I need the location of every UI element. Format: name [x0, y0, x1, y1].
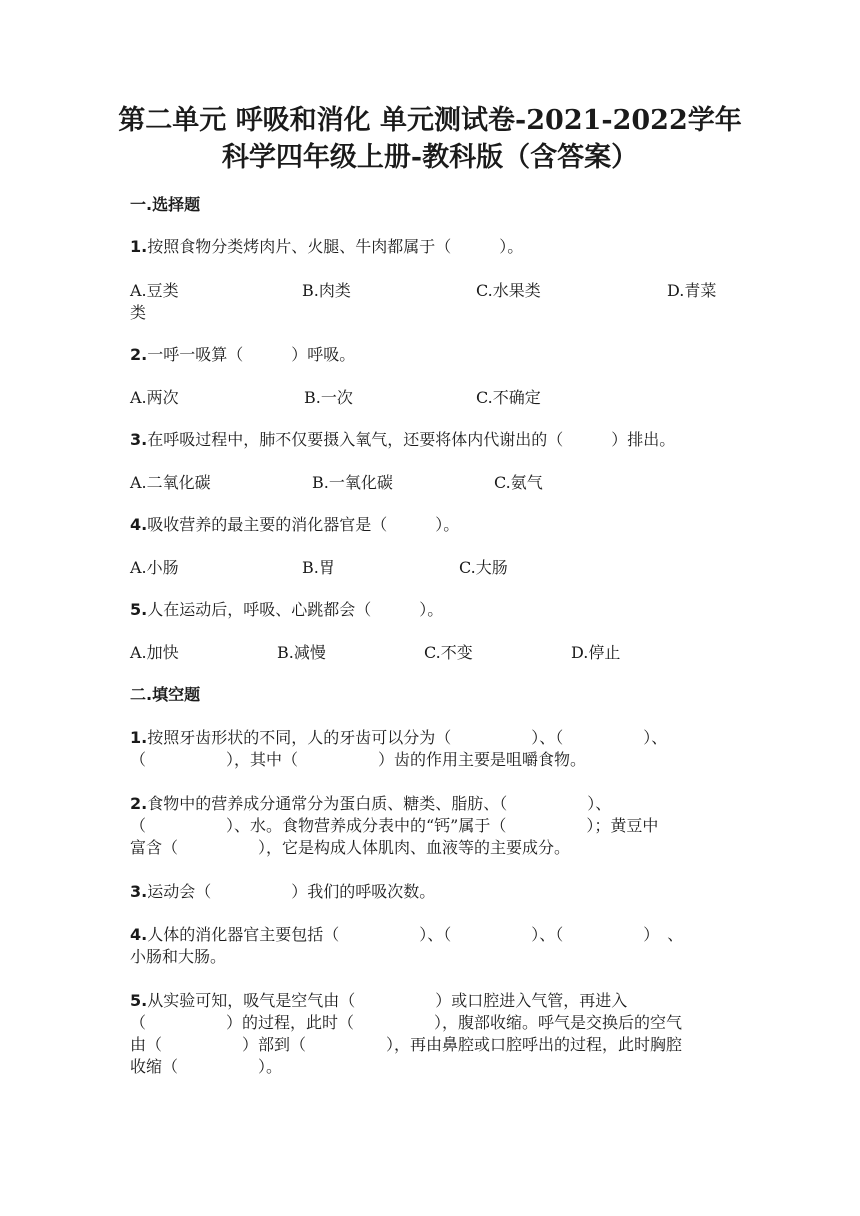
choice-question-1	[130, 236, 730, 258]
section-heading-fill: 二.填空题	[130, 685, 201, 704]
question-line: 按照牙齿形状的不同，人的牙齿可以分为（ ）、（ ）、	[147, 728, 668, 747]
option-a: A.豆类	[130, 281, 179, 300]
question-number: 3.	[130, 882, 148, 901]
fill-question-4	[130, 924, 683, 946]
option-a: A.两次	[130, 388, 179, 407]
question-number: 1.	[130, 728, 148, 747]
question-line: 富含（ ），它是构成人体肌肉、血液等的主要成分。	[130, 838, 571, 857]
question-line: 小肠和大肠。	[130, 947, 227, 966]
option-c: C.不确定	[476, 388, 541, 407]
question-text: 人在运动后，呼吸、心跳都会（ ）。	[147, 600, 444, 619]
choice-question-5	[130, 599, 730, 621]
question-number: 2.	[130, 794, 148, 813]
page-title-line1: 第二单元 呼吸和消化 单元测试卷-2021-2022学年	[118, 105, 742, 136]
question-number: 4.	[130, 925, 148, 944]
option-c: C.不变	[424, 643, 473, 662]
question-number: 4.	[130, 515, 148, 534]
option-b: B.肉类	[302, 281, 351, 300]
question-line: （ ）的过程，此时（ ），腹部收缩。呼气是交换后的空气	[130, 1013, 683, 1032]
choice-question-4	[130, 514, 730, 536]
question-line: 人体的消化器官主要包括（ ）、（ ）、（ ） 、	[147, 925, 684, 944]
option-d-wrap: 类	[130, 303, 147, 322]
option-b: B.一氧化碳	[312, 473, 393, 492]
choice-question-2	[130, 344, 730, 366]
question-line: 从实验可知，吸气是空气由（ ）或口腔进入气管，再进入	[147, 991, 628, 1010]
fill-question-2	[130, 793, 611, 815]
question-line: 由（ ）部到（ ），再由鼻腔或口腔呼出的过程，此时胸腔	[130, 1035, 683, 1054]
section-heading-choice: 一.选择题	[130, 195, 201, 214]
fill-question-5	[130, 990, 627, 1012]
fill-question-1	[130, 727, 667, 749]
page-title-line2: 科学四年级上册-教科版（含答案）	[221, 142, 639, 173]
option-a: A.小肠	[130, 558, 179, 577]
question-line: （ ），其中（ ）齿的作用主要是咀嚼食物。	[130, 750, 587, 769]
option-c: C.水果类	[476, 281, 541, 300]
question-number: 3.	[130, 430, 148, 449]
question-number: 1.	[130, 237, 148, 256]
fill-question-3	[130, 881, 435, 903]
question-text: 吸收营养的最主要的消化器官是（ ）。	[147, 515, 460, 534]
question-text: 一呼一吸算（ ）呼吸。	[147, 345, 356, 364]
question-number: 5.	[130, 991, 148, 1010]
option-b: B.一次	[304, 388, 353, 407]
question-line: （ ）、水。食物营养成分表中的“钙”属于（ ）；黄豆中	[130, 816, 659, 835]
question-number: 2.	[130, 345, 148, 364]
question-line: 收缩（ ）。	[130, 1057, 283, 1076]
option-c: C.大肠	[459, 558, 508, 577]
choice-question-3	[130, 429, 750, 451]
option-d: D.青菜	[667, 281, 717, 300]
question-text: 在呼吸过程中，肺不仅要摄入氧气，还要将体内代谢出的（ ）排出。	[147, 430, 676, 449]
question-number: 5.	[130, 600, 148, 619]
question-line: 运动会（ ）我们的呼吸次数。	[147, 882, 436, 901]
option-b: B.减慢	[277, 643, 326, 662]
option-a: A.二氧化碳	[130, 473, 211, 492]
option-b: B.胃	[302, 558, 335, 577]
option-a: A.加快	[130, 643, 179, 662]
question-text: 按照食物分类烤肉片、火腿、牛肉都属于（ ）。	[147, 237, 524, 256]
option-d: D.停止	[571, 643, 621, 662]
option-c: C.氨气	[494, 473, 543, 492]
question-line: 食物中的营养成分通常分为蛋白质、糖类、脂肪、（ ）、	[147, 794, 612, 813]
